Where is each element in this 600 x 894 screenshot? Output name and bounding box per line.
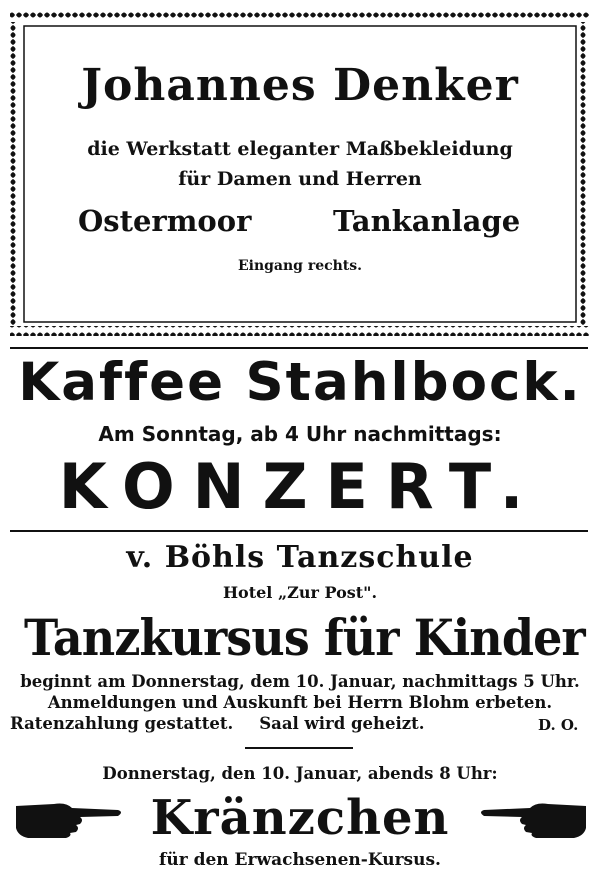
tanz-info-line: beginnt am Donnerstag, dem 10. Januar, nachmittags 5 Uhr. (20, 672, 580, 691)
tanz-payment-note: Ratenzahlung gestattet. (10, 714, 234, 733)
divider-rule (10, 530, 588, 532)
denker-name: Johannes Denker (81, 60, 519, 111)
tanz-info-line: Anmeldungen und Auskunft bei Herrn Blohm erbeten. (47, 693, 553, 712)
tanz-hotel: Hotel „Zur Post". (222, 583, 378, 602)
tanz-info-line (10, 714, 425, 733)
short-divider (245, 747, 353, 749)
kaffee-subtitle: Am Sonntag, ab 4 Uhr nachmittags: (98, 422, 502, 446)
kaffee-event: KONZERT. (58, 450, 542, 523)
denker-location-left: Ostermoor (78, 204, 252, 238)
denker-location-right: Tankanlage (333, 204, 521, 238)
kaffee-title: Kaffee Stahlbock. (18, 352, 582, 413)
tanz-signature: D. O. (538, 716, 579, 734)
kraenzchen-date: Donnerstag, den 10. Januar, abends 8 Uhr: (102, 764, 498, 783)
tanz-course-title: Tanzkursus für Kinder (24, 608, 585, 667)
denker-description: die Werkstatt eleganter Maßbekleidung (87, 138, 513, 160)
tanz-school-name: v. Böhls Tanzschule (126, 540, 474, 575)
kraenzchen-title: Kränzchen (150, 790, 450, 846)
denker-entrance-note: Eingang rechts. (237, 258, 363, 274)
divider-rule (10, 347, 588, 349)
tanz-heating-note: Saal wird geheizt. (259, 714, 425, 733)
kraenzchen-subtitle: für den Erwachsenen-Kursus. (159, 850, 441, 870)
denker-audience: für Damen und Herren (178, 168, 422, 190)
